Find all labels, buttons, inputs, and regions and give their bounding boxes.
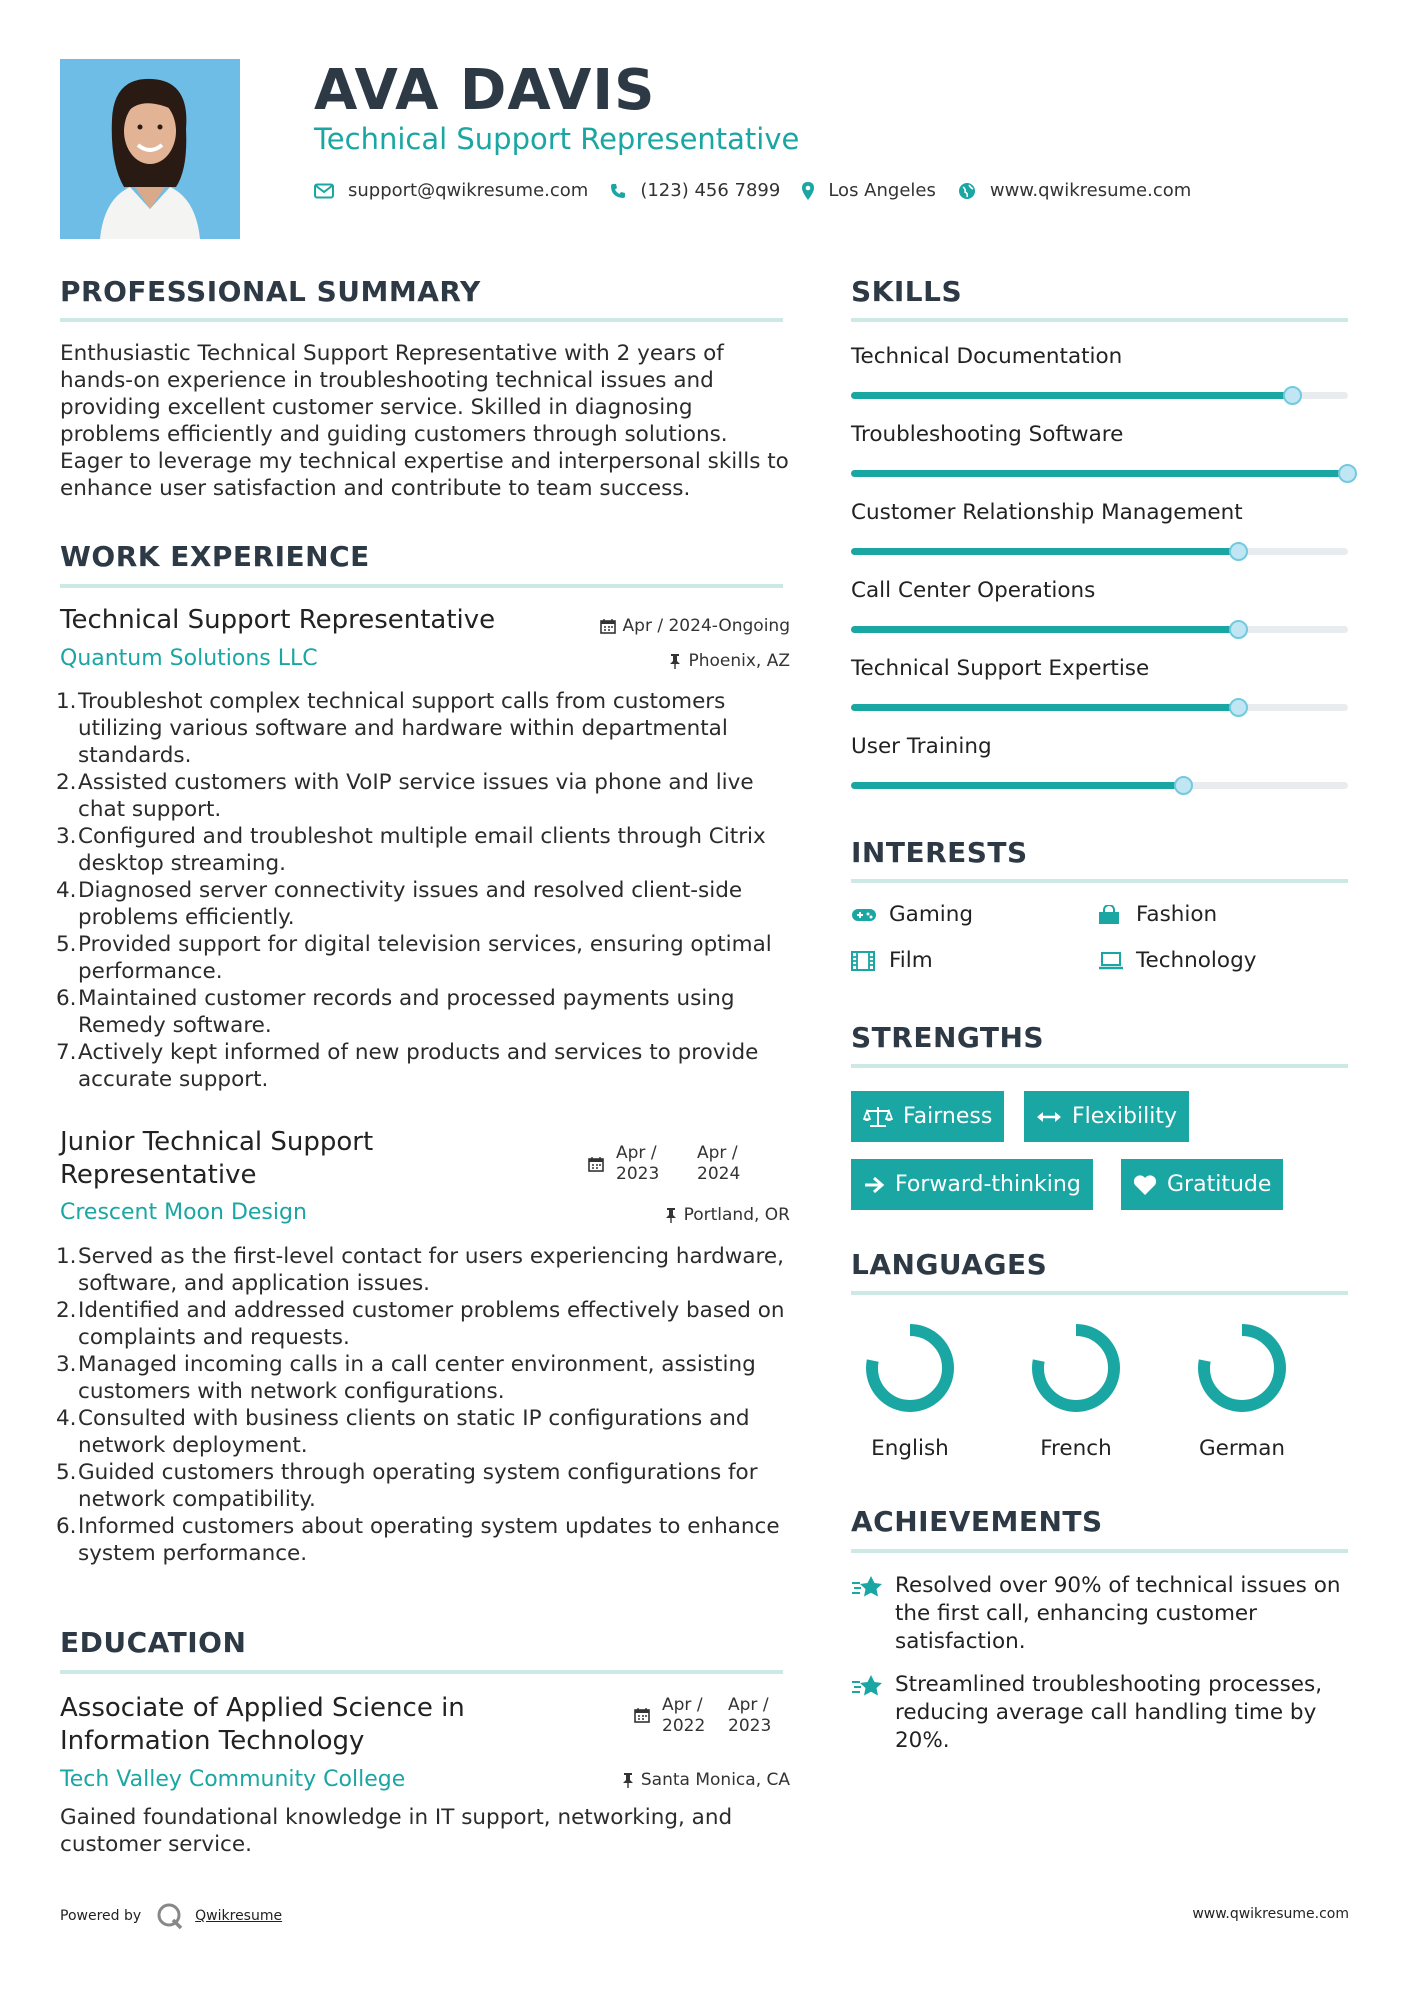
skill-label: Technical Support Expertise — [851, 656, 1150, 681]
website-link[interactable]: www.qwikresume.com — [989, 180, 1192, 201]
skill-level-bar — [851, 548, 1348, 555]
skill-label: Technical Documentation — [851, 344, 1123, 369]
film-icon — [851, 951, 877, 971]
list-item: 3. Managed incoming calls in a call center environment, assisting customers with network configurations. — [56, 1352, 756, 1404]
interests-heading: INTERESTS — [851, 836, 1028, 869]
candidate-name: AVA DAVIS — [314, 58, 656, 123]
edu-location-text: Santa Monica, CA — [640, 1770, 790, 1790]
balance-scale-icon — [863, 1106, 893, 1128]
skill-level-bar — [851, 782, 1348, 789]
envelope-icon — [314, 183, 334, 199]
brand-link[interactable]: Qwikresume — [195, 1908, 283, 1924]
job-bullets — [56, 688, 800, 1093]
skill-level-fill — [851, 548, 1239, 555]
language-ring-arc — [1204, 1330, 1280, 1406]
gamepad-icon — [851, 907, 877, 923]
skill-level-bar — [851, 704, 1348, 711]
candidate-title: Technical Support Representative — [314, 122, 800, 156]
education-rule — [60, 1670, 783, 1674]
list-item: 2. Assisted customers with VoIP service issues via phone and live chat support. — [56, 770, 754, 822]
laptop-icon — [1098, 952, 1124, 970]
skill-level-bar — [851, 470, 1348, 477]
language-ring-arc — [872, 1330, 948, 1406]
language-label: French — [1040, 1436, 1112, 1461]
interest-item: Technology — [1098, 948, 1256, 973]
skill-level-knob — [1174, 776, 1193, 795]
list-item: 7. Actively kept informed of new products and services to provide accurate support. — [56, 1040, 759, 1092]
degree-title — [60, 1692, 465, 1758]
job-location — [669, 651, 790, 671]
phone-number[interactable]: (123) 456 7899 — [640, 180, 781, 201]
profile-photo — [60, 59, 240, 239]
summary-text: Enthusiastic Technical Support Representative with 2 years of hands-on experience in troubleshooting technical issues and providing excellent customer service. Skilled in diagnosing problems efficiently and guiding customers through solutions. Eager to leverage my technical expertise and interpersonal skills to enhance user satisfaction and contribute to team success. — [60, 341, 789, 501]
interest-item: Fashion — [1098, 902, 1217, 927]
language-item — [860, 1318, 960, 1461]
calendar-icon — [634, 1707, 650, 1723]
job-title-line: Junior Technical Support — [60, 1127, 374, 1157]
job-date — [600, 616, 790, 636]
school-name: Tech Valley Community College — [60, 1767, 406, 1792]
strengths-heading: STRENGTHS — [851, 1021, 1045, 1054]
skill-label: Customer Relationship Management — [851, 500, 1243, 525]
achievement-item: Resolved over 90% of technical issues on the first call, enhancing customer satisfaction. — [851, 1572, 1355, 1656]
strength-chip: Forward-thinking — [851, 1159, 1093, 1210]
pushpin-icon — [622, 1772, 634, 1788]
skill-level-bar — [851, 392, 1348, 399]
award-star-icon — [851, 1572, 895, 1656]
list-item: 1. Troubleshot complex technical support calls from customers utilizing various software and hardware within departmental standards. — [56, 689, 728, 768]
job-date-start: Apr / 2023 — [616, 1143, 660, 1184]
skill-level-knob — [1283, 386, 1302, 405]
language-label: German — [1198, 1436, 1286, 1461]
summary-rule — [60, 318, 783, 322]
language-ring — [860, 1318, 960, 1418]
skill-label: Call Center Operations — [851, 578, 1096, 603]
list-item: 6. Informed customers about operating system updates to enhance system performance. — [56, 1514, 780, 1566]
skill-level-knob — [1229, 620, 1248, 639]
summary-heading: PROFESSIONAL SUMMARY — [60, 275, 481, 308]
email-link[interactable]: support@qwikresume.com — [348, 180, 589, 201]
skill-label: Troubleshooting Software — [851, 422, 1124, 447]
language-item — [1192, 1318, 1292, 1461]
pushpin-icon — [665, 1207, 677, 1223]
calendar-icon — [600, 618, 616, 634]
map-pin-icon — [802, 182, 814, 200]
globe-icon — [958, 182, 976, 200]
footer-powered-by: Powered by Qwikresume — [60, 1901, 282, 1931]
skill-level-knob — [1229, 542, 1248, 561]
job-title: Technical Support Representative — [60, 605, 496, 635]
contact-bar — [314, 180, 1213, 201]
shopping-bag-icon — [1098, 905, 1124, 925]
footer-url[interactable]: www.qwikresume.com — [1192, 1906, 1349, 1922]
language-ring-arc — [1038, 1330, 1114, 1406]
interest-item: Gaming — [851, 902, 973, 927]
calendar-icon — [588, 1156, 604, 1172]
phone-icon — [610, 183, 626, 199]
skill-level-bar — [851, 626, 1348, 633]
skill-level-knob — [1338, 464, 1357, 483]
job-title — [60, 1126, 373, 1192]
list-item: 1. Served as the first-level contact for users experiencing hardware, software, and application issues. — [56, 1244, 784, 1296]
skill-level-knob — [1229, 698, 1248, 717]
list-item: 4. Diagnosed server connectivity issues and resolved client-side problems efficiently. — [56, 878, 743, 930]
language-ring — [1026, 1318, 1126, 1418]
languages-rule — [851, 1291, 1348, 1295]
list-item: 5. Provided support for digital television services, ensuring optimal performance. — [56, 932, 772, 984]
strength-chip: Flexibility — [1024, 1091, 1189, 1142]
strengths-rule — [851, 1064, 1348, 1068]
job-location-text: Phoenix, AZ — [688, 651, 790, 671]
interest-item: Film — [851, 948, 933, 973]
education-description: Gained foundational knowledge in IT support, networking, and customer service. — [60, 1805, 733, 1857]
job-title-line: Representative — [60, 1160, 257, 1190]
arrow-right-icon — [863, 1175, 885, 1195]
strength-chip: Gratitude — [1121, 1159, 1283, 1210]
job-date-text: Apr / 2024-Ongoing — [622, 616, 790, 636]
heart-icon — [1133, 1174, 1157, 1196]
job-date-end: Apr / 2024 — [697, 1143, 741, 1184]
interests-rule — [851, 879, 1348, 883]
list-item: 5. Guided customers through operating system configurations for network compatibility. — [56, 1460, 758, 1512]
qwikresume-logo-icon — [155, 1901, 185, 1931]
list-item: 6. Maintained customer records and processed payments using Remedy software. — [56, 986, 735, 1038]
skill-level-fill — [851, 704, 1239, 711]
skills-rule — [851, 318, 1348, 322]
job-location-text: Portland, OR — [683, 1205, 790, 1225]
work-rule — [60, 584, 783, 588]
language-label: English — [871, 1436, 949, 1461]
degree-line: Information Technology — [60, 1726, 365, 1756]
award-star-icon — [851, 1671, 895, 1755]
education-heading: EDUCATION — [60, 1626, 247, 1659]
edu-location — [622, 1770, 790, 1790]
language-item — [1026, 1318, 1126, 1461]
achievements-heading: ACHIEVEMENTS — [851, 1505, 1103, 1538]
strength-chip: Fairness — [851, 1091, 1004, 1142]
pushpin-icon — [669, 653, 681, 669]
location-text: Los Angeles — [828, 180, 936, 201]
list-item: 2. Identified and addressed customer problems effectively based on complaints and requests. — [56, 1298, 785, 1350]
arrows-horizontal-icon — [1036, 1109, 1062, 1125]
degree-line: Associate of Applied Science in — [60, 1693, 465, 1723]
list-item: 3. Configured and troubleshot multiple email clients through Citrix desktop streaming. — [56, 824, 766, 876]
list-item: 4. Consulted with business clients on static IP configurations and network deployment. — [56, 1406, 750, 1458]
job-location — [665, 1205, 790, 1225]
skill-level-fill — [851, 392, 1293, 399]
skills-heading: SKILLS — [851, 275, 963, 308]
achievement-item: Streamlined troubleshooting processes, reducing average call handling time by 20%. — [851, 1671, 1355, 1755]
company-name: Crescent Moon Design — [60, 1200, 307, 1225]
edu-date-end: Apr / 2023 — [728, 1695, 772, 1736]
work-heading: WORK EXPERIENCE — [60, 540, 370, 573]
edu-date-start: Apr / 2022 — [662, 1695, 706, 1736]
languages-heading: LANGUAGES — [851, 1248, 1048, 1281]
skill-level-fill — [851, 626, 1239, 633]
job-bullets — [56, 1243, 800, 1567]
language-ring — [1192, 1318, 1292, 1418]
skill-level-fill — [851, 782, 1184, 789]
achievements-rule — [851, 1549, 1348, 1553]
skill-level-fill — [851, 470, 1348, 477]
skill-label: User Training — [851, 734, 992, 759]
company-name: Quantum Solutions LLC — [60, 646, 318, 671]
